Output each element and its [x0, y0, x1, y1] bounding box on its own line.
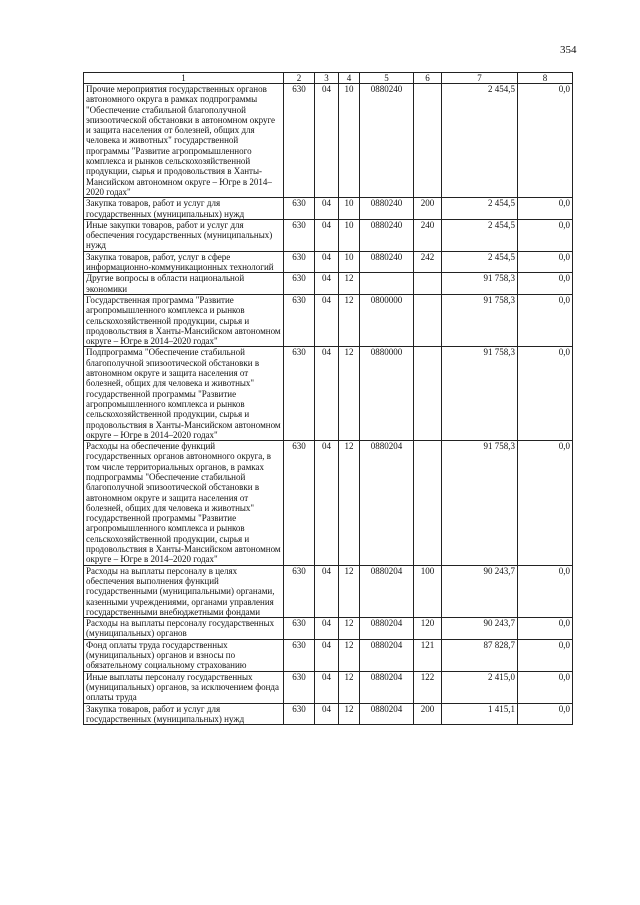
column-header: 4 [339, 73, 360, 84]
cell-amount-2: 0,0 [518, 84, 573, 198]
table-row [84, 198, 573, 220]
cell-expense-type: 120 [414, 618, 442, 640]
cell-section: 04 [315, 84, 339, 198]
cell-amount: 1 415,1 [442, 703, 518, 725]
cell-amount-2: 0,0 [518, 639, 573, 671]
cell-section: 04 [315, 441, 339, 566]
cell-amount-2: 0,0 [518, 198, 573, 220]
cell-expense-type: 122 [414, 671, 442, 703]
header-row [84, 73, 573, 84]
cell-amount: 2 454,5 [442, 84, 518, 198]
cell-expense-type [414, 273, 442, 295]
cell-section: 04 [315, 703, 339, 725]
cell-ministry-code: 630 [284, 347, 315, 441]
cell-target-article: 0880204 [360, 703, 414, 725]
table-row [84, 671, 573, 703]
cell-section: 04 [315, 219, 339, 251]
cell-amount-2: 0,0 [518, 347, 573, 441]
column-header: 2 [284, 73, 315, 84]
cell-ministry-code: 630 [284, 671, 315, 703]
cell-ministry-code: 630 [284, 198, 315, 220]
cell-amount-2: 0,0 [518, 565, 573, 617]
row-description: Фонд оплаты труда государственных (муниципальных) органов и взносы по обязательному социальному страхованию [84, 639, 284, 671]
cell-amount-2: 0,0 [518, 618, 573, 640]
cell-amount: 91 758,3 [442, 347, 518, 441]
cell-subsection: 10 [339, 84, 360, 198]
cell-target-article: 0880240 [360, 198, 414, 220]
cell-target-article: 0880000 [360, 347, 414, 441]
table-row [84, 565, 573, 617]
cell-expense-type: 242 [414, 251, 442, 273]
cell-amount: 2 454,5 [442, 219, 518, 251]
row-description: Иные закупки товаров, работ и услуг для обеспечения государственных (муниципальных) нужд [84, 219, 284, 251]
cell-expense-type: 240 [414, 219, 442, 251]
cell-target-article: 0880204 [360, 565, 414, 617]
cell-subsection: 12 [339, 671, 360, 703]
table-row [84, 347, 573, 441]
cell-ministry-code: 630 [284, 565, 315, 617]
table-row [84, 84, 573, 198]
cell-target-article: 0880240 [360, 251, 414, 273]
table-row [84, 251, 573, 273]
cell-target-article: 0880204 [360, 618, 414, 640]
cell-amount: 90 243,7 [442, 618, 518, 640]
row-description: Закупка товаров, работ и услуг для государственных (муниципальных) нужд [84, 703, 284, 725]
cell-section: 04 [315, 565, 339, 617]
cell-amount-2: 0,0 [518, 294, 573, 346]
cell-target-article: 0800000 [360, 294, 414, 346]
cell-section: 04 [315, 671, 339, 703]
cell-ministry-code: 630 [284, 618, 315, 640]
budget-table [83, 72, 573, 725]
cell-section: 04 [315, 251, 339, 273]
cell-subsection: 10 [339, 251, 360, 273]
cell-ministry-code: 630 [284, 703, 315, 725]
table-row [84, 294, 573, 346]
cell-expense-type [414, 347, 442, 441]
cell-amount: 91 758,3 [442, 441, 518, 566]
cell-section: 04 [315, 198, 339, 220]
table-row [84, 219, 573, 251]
cell-target-article: 0880240 [360, 84, 414, 198]
row-description: Прочие мероприятия государственных органов автономного округа в рамках подпрограммы "Обеспечение стабильной благополучной эпизоотической обстановки в автономном округе и защита населения от болезней, общих для человека и животных" государственной программы "Развитие агропромышленного комплекса и рынков сельскохозяйственной продукции, сырья и продовольствия в Ханты-Мансийском автономном округе – Югре в 2014–2020 годах" [84, 84, 284, 198]
table-row [84, 441, 573, 566]
cell-expense-type: 121 [414, 639, 442, 671]
cell-amount-2: 0,0 [518, 703, 573, 725]
cell-subsection: 12 [339, 565, 360, 617]
column-header: 7 [442, 73, 518, 84]
cell-expense-type: 200 [414, 703, 442, 725]
cell-expense-type: 200 [414, 198, 442, 220]
cell-target-article [360, 273, 414, 295]
cell-subsection: 12 [339, 441, 360, 566]
cell-ministry-code: 630 [284, 273, 315, 295]
cell-section: 04 [315, 618, 339, 640]
cell-section: 04 [315, 347, 339, 441]
row-description: Расходы на обеспечение функций государственных органов автономного округа, в том числе территориальных органов, в рамках подпрограммы "Обеспечение стабильной благополучной эпизоотической обстановки в автономном округе и защита населения от болезней, общих для человека и животных" государственной программы "Развитие агропромышленного комплекса и рынков сельскохозяйственной продукции, сырья и продовольствия в Ханты-Мансийском автономном округе – Югре в 2014–2020 годах" [84, 441, 284, 566]
cell-subsection: 12 [339, 703, 360, 725]
table-row [84, 639, 573, 671]
column-header: 8 [518, 73, 573, 84]
cell-subsection: 12 [339, 618, 360, 640]
row-description: Закупка товаров, работ, услуг в сфере информационно-коммуникационных технологий [84, 251, 284, 273]
cell-subsection: 12 [339, 347, 360, 441]
cell-section: 04 [315, 294, 339, 346]
row-description: Подпрограмма "Обеспечение стабильной благополучной эпизоотической обстановки в автономном округе и защита населения от болезней, общих для человека и животных" государственной программы "Развитие агропромышленного комплекса и рынков сельскохозяйственной продукции, сырья и продовольствия в Ханты-Мансийском автономном округе – Югре в 2014–2020 годах" [84, 347, 284, 441]
cell-amount: 87 828,7 [442, 639, 518, 671]
cell-subsection: 12 [339, 273, 360, 295]
cell-subsection: 10 [339, 219, 360, 251]
cell-subsection: 12 [339, 639, 360, 671]
cell-ministry-code: 630 [284, 441, 315, 566]
cell-expense-type [414, 84, 442, 198]
row-description: Государственная программа "Развитие агропромышленного комплекса и рынков сельскохозяйственной продукции, сырья и продовольствия в Ханты-Мансийском автономном округе – Югре в 2014–2020 годах" [84, 294, 284, 346]
cell-subsection: 12 [339, 294, 360, 346]
row-description: Расходы на выплаты персоналу в целях обеспечения выполнения функций государственными (муниципальными) органами, казенными учреждениями, органами управления государственными внебюджетными фондами [84, 565, 284, 617]
cell-ministry-code: 630 [284, 251, 315, 273]
cell-amount-2: 0,0 [518, 441, 573, 566]
cell-amount-2: 0,0 [518, 251, 573, 273]
column-header: 6 [414, 73, 442, 84]
cell-target-article: 0880240 [360, 219, 414, 251]
column-header: 3 [315, 73, 339, 84]
cell-amount: 2 415,0 [442, 671, 518, 703]
cell-ministry-code: 630 [284, 219, 315, 251]
column-header: 1 [84, 73, 284, 84]
table-row [84, 703, 573, 725]
cell-amount: 91 758,3 [442, 294, 518, 346]
cell-amount-2: 0,0 [518, 273, 573, 295]
row-description: Иные выплаты персоналу государственных (муниципальных) органов, за исключением фонда оплаты труда [84, 671, 284, 703]
cell-expense-type: 100 [414, 565, 442, 617]
cell-ministry-code: 630 [284, 84, 315, 198]
cell-target-article: 0880204 [360, 639, 414, 671]
cell-section: 04 [315, 639, 339, 671]
cell-section: 04 [315, 273, 339, 295]
cell-ministry-code: 630 [284, 294, 315, 346]
cell-amount-2: 0,0 [518, 219, 573, 251]
page-number: 354 [560, 44, 577, 56]
cell-amount: 2 454,5 [442, 251, 518, 273]
cell-subsection: 10 [339, 198, 360, 220]
column-header: 5 [360, 73, 414, 84]
cell-expense-type [414, 294, 442, 346]
cell-amount-2: 0,0 [518, 671, 573, 703]
table-row [84, 273, 573, 295]
table-row [84, 618, 573, 640]
cell-amount: 90 243,7 [442, 565, 518, 617]
cell-amount: 2 454,5 [442, 198, 518, 220]
row-description: Другие вопросы в области национальной экономики [84, 273, 284, 295]
row-description: Закупка товаров, работ и услуг для государственных (муниципальных) нужд [84, 198, 284, 220]
cell-target-article: 0880204 [360, 671, 414, 703]
cell-target-article: 0880204 [360, 441, 414, 566]
cell-ministry-code: 630 [284, 639, 315, 671]
cell-amount: 91 758,3 [442, 273, 518, 295]
cell-expense-type [414, 441, 442, 566]
row-description: Расходы на выплаты персоналу государственных (муниципальных) органов [84, 618, 284, 640]
